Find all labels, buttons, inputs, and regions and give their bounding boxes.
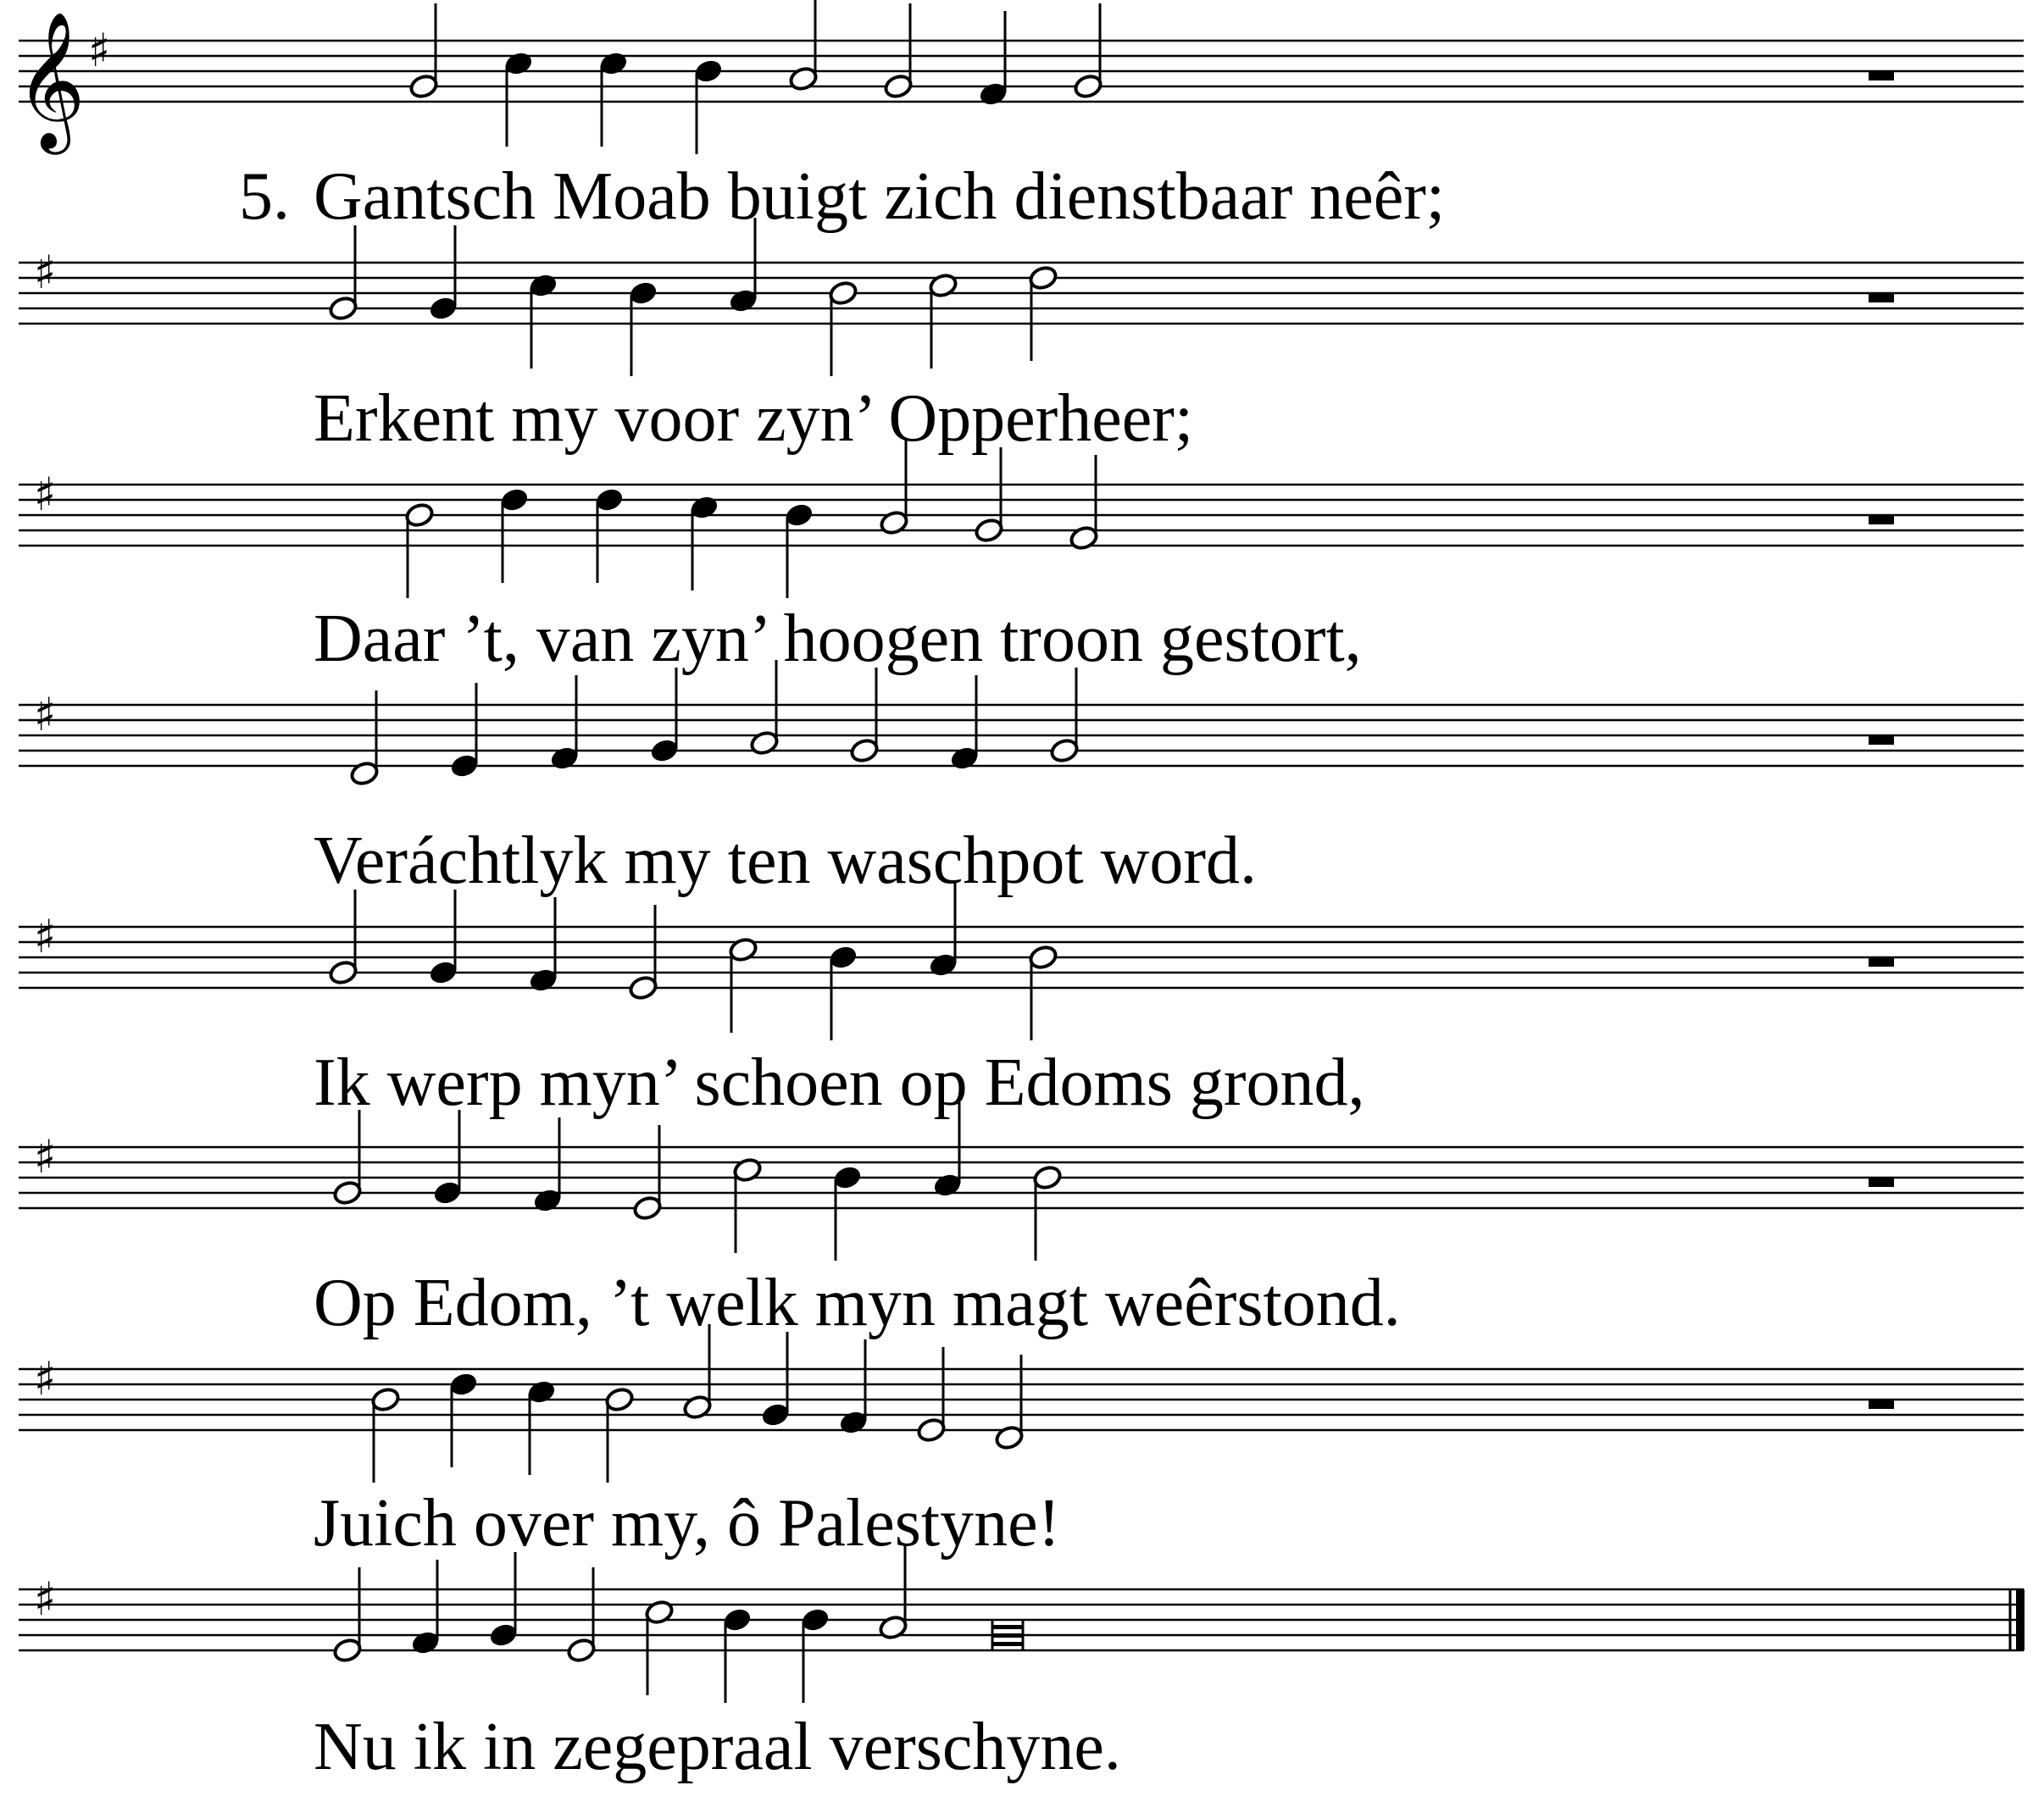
note [528, 272, 558, 369]
note [828, 944, 858, 1040]
note [644, 1599, 675, 1695]
note [828, 280, 858, 376]
key-signature-sharp-icon: ♯ [34, 246, 57, 299]
half-rest-icon [1869, 292, 1894, 302]
note [974, 447, 1004, 544]
note [503, 50, 534, 147]
note [448, 1371, 479, 1467]
lyric-line: Juich over my, ô Palestyne! [314, 1486, 1061, 1561]
note [632, 1125, 663, 1222]
note [1028, 944, 1058, 1040]
staff-system [19, 440, 2024, 598]
note [408, 3, 439, 100]
key-signature-sharp-icon: ♯ [34, 468, 57, 521]
verse-number: 5. [239, 159, 290, 234]
note [849, 668, 880, 764]
note [1073, 3, 1103, 100]
note [332, 1110, 363, 1206]
lyric-line: Daar ’t, van zyn’ hoogen troon gestort, [314, 602, 1362, 676]
note [566, 1567, 597, 1664]
note [604, 1386, 635, 1483]
note [499, 486, 530, 583]
note [883, 3, 914, 100]
note [788, 0, 819, 92]
half-rest-icon [1869, 514, 1894, 524]
note [404, 502, 435, 598]
note [728, 936, 758, 1033]
staff-system [19, 218, 2024, 376]
note [1028, 264, 1058, 361]
lyric-line: Gantsch Moab buigt zich dienstbaar neêr; [314, 159, 1446, 234]
key-signature-sharp-icon: ♯ [88, 24, 111, 77]
half-rest-icon [1869, 735, 1894, 745]
note [598, 50, 629, 147]
treble-clef-icon: 𝄞 [15, 11, 86, 149]
note [428, 225, 458, 322]
note [949, 675, 980, 772]
note [526, 1378, 557, 1475]
key-signature-sharp-icon: ♯ [34, 910, 57, 963]
note [916, 1347, 947, 1444]
note [832, 1164, 863, 1261]
half-rest-icon [1869, 956, 1894, 967]
note [332, 1567, 363, 1664]
key-signature-sharp-icon: ♯ [34, 1352, 57, 1406]
note [1032, 1164, 1063, 1261]
note [689, 494, 719, 591]
final-mark-icon [992, 1620, 1023, 1650]
note [488, 1552, 519, 1649]
note [410, 1560, 441, 1656]
note [760, 1332, 791, 1428]
note [628, 280, 658, 376]
note [693, 58, 724, 154]
note [784, 502, 814, 598]
note [722, 1606, 753, 1703]
note [628, 905, 658, 1001]
lyric-line: Nu ik in zegepraal verschyne. [314, 1710, 1121, 1784]
note [838, 1339, 869, 1436]
lyric-line: Ik werp myn’ schoen op Edoms grond, [314, 1045, 1365, 1120]
note [978, 11, 1008, 108]
half-rest-icon [1869, 1399, 1894, 1409]
staff-system [19, 1544, 2025, 1703]
note [928, 272, 958, 369]
note [549, 675, 580, 772]
half-rest-icon [1869, 1177, 1894, 1187]
staff-system [19, 882, 2024, 1040]
lyric-line: Erkent my voor zyn’ Opperheer; [314, 381, 1194, 456]
note [532, 1117, 563, 1214]
key-signature-sharp-icon: ♯ [34, 1572, 57, 1626]
lyric-line: Op Edom, ’t welk myn magt weêrstond. [314, 1266, 1401, 1340]
staff-system [15, 0, 2024, 155]
half-rest-icon [1869, 70, 1894, 80]
key-signature-sharp-icon: ♯ [34, 1130, 57, 1184]
staff-system [19, 1324, 2024, 1483]
note [328, 225, 358, 322]
note [528, 897, 558, 994]
note [1069, 455, 1099, 552]
staff-system [19, 660, 2024, 787]
key-signature-sharp-icon: ♯ [34, 688, 57, 741]
note [370, 1386, 401, 1483]
note [732, 1156, 763, 1253]
note [1049, 668, 1080, 764]
note [449, 683, 480, 779]
note [428, 890, 458, 986]
lyric-line: Veráchtlyk my ten waschpot word. [314, 823, 1258, 898]
note [432, 1110, 463, 1206]
note [594, 486, 625, 583]
note [328, 890, 358, 986]
note [800, 1606, 830, 1703]
staff-system [19, 1102, 2024, 1261]
note [649, 668, 680, 764]
